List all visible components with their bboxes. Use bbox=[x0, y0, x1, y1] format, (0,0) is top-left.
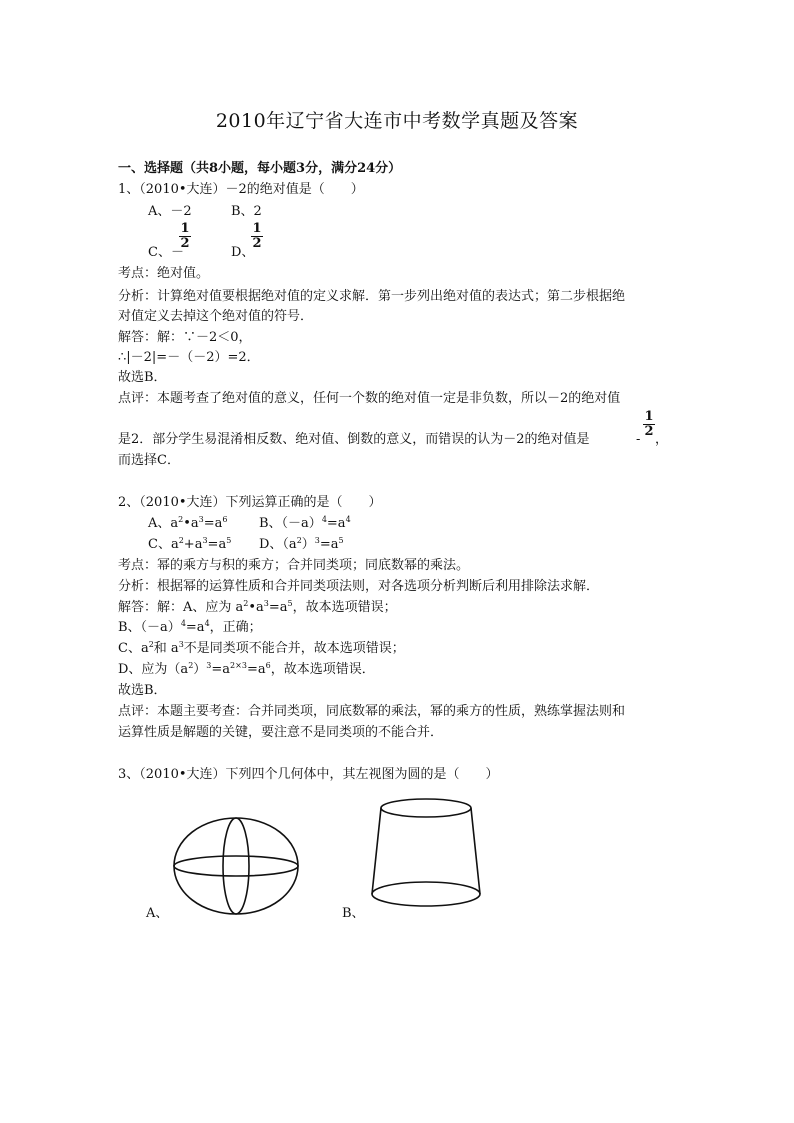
fraction-denominator: 2 bbox=[252, 236, 262, 251]
q2-jieda-a: 解答：解：A、应为 $a^2•a^3=a^5$，故本选项错误； bbox=[118, 599, 397, 615]
q1-jieda-line1: 解答：解：∵－2＜0， bbox=[118, 330, 252, 345]
q3-option-a: A、 bbox=[146, 906, 169, 921]
q1-dianping-line1: 点评：本题考查了绝对值的意义，任何一个数的绝对值一定是非负数，所以－2的绝对值 bbox=[118, 391, 621, 406]
q2-dianping-line2: 运算性质是解题的关键，要注意不是同类项的不能合并． bbox=[118, 725, 444, 740]
q1-jieda-line2: ∴|－2|=－（－2）=2． bbox=[118, 350, 260, 365]
q2-jieda-d: D、应为$(a^2)^3=a^{2\times 3}=a^6$，故本选项错误． bbox=[118, 661, 375, 677]
q1-fenxi-line2: 对值定义去掉这个绝对值的符号． bbox=[118, 309, 314, 324]
q1-dianping-line3: 而选择C． bbox=[118, 453, 180, 468]
sphere-figure bbox=[168, 815, 304, 917]
q1-kaodian: 考点：绝对值。 bbox=[118, 266, 210, 281]
q1-dianping-line2: 是2．部分学生易混淆相反数、绝对值、倒数的意义，而错误的认为－2的绝对值是 bbox=[118, 432, 590, 447]
q1-dianping-comma: ， bbox=[655, 432, 669, 447]
fraction-denominator: 2 bbox=[180, 236, 190, 251]
q1-option-a: A、－2 bbox=[148, 204, 192, 219]
frustum-figure bbox=[366, 796, 486, 910]
q3-stem: 3、（2010•大连）下列四个几何体中，其左视图为圆的是（ ） bbox=[118, 767, 499, 782]
fraction-denominator: 2 bbox=[644, 424, 654, 439]
q2-guxuan: 故选B． bbox=[118, 683, 167, 698]
q2-dianping-line1: 点评：本题主要考查：合并同类项，同底数幂的乘法，幂的乘方的性质，熟练掌握法则和 bbox=[118, 704, 626, 719]
q1-dianping-fraction bbox=[643, 410, 655, 439]
q1-fenxi-line1: 分析：计算绝对值要根据绝对值的定义求解．第一步列出绝对值的表达式；第二步根据绝 bbox=[118, 289, 626, 304]
q1-option-b: B、2 bbox=[231, 204, 262, 219]
fraction-numerator: 1 bbox=[644, 409, 654, 424]
q2-option-a: A、$a^2•a^3=a^6$ bbox=[148, 515, 228, 531]
q2-stem: 2、（2010•大连）下列运算正确的是（ ） bbox=[118, 495, 382, 510]
page-title: 2010年辽宁省大连市中考数学真题及答案 bbox=[215, 110, 579, 132]
q2-kaodian: 考点：幂的乘方与积的乘方；合并同类项；同底数幂的乘法。 bbox=[118, 558, 470, 573]
q1-stem: 1、（2010•大连）－2的绝对值是（ ） bbox=[118, 182, 364, 197]
q2-option-d: D、$(a^2)^3=a^5$ bbox=[259, 536, 344, 552]
q1-dianping-minus: - bbox=[636, 432, 641, 447]
q1-option-c: C、－ bbox=[148, 245, 184, 260]
q2-jieda-c: C、$a^2$和 $a^3$不是同类项不能合并，故本选项错误； bbox=[118, 640, 405, 656]
section-heading: 一、选择题（共8小题，每小题3分，满分24分） bbox=[118, 161, 402, 176]
q1-option-d: D、 bbox=[231, 245, 255, 260]
q3-option-b: B、 bbox=[342, 906, 365, 921]
q2-jieda-b: B、$(-a)^4=a^4$，正确； bbox=[118, 619, 262, 635]
fraction-numerator: 1 bbox=[180, 221, 190, 236]
q2-fenxi: 分析：根据幂的运算性质和合并同类项法则，对各选项分析判断后利用排除法求解． bbox=[118, 579, 600, 594]
q2-option-c: C、$a^2+a^3=a^5$ bbox=[148, 536, 232, 552]
q2-option-b: B、$(-a)^4=a^4$ bbox=[259, 515, 351, 531]
q1-guxuan: 故选B． bbox=[118, 370, 167, 385]
fraction-numerator: 1 bbox=[252, 221, 262, 236]
